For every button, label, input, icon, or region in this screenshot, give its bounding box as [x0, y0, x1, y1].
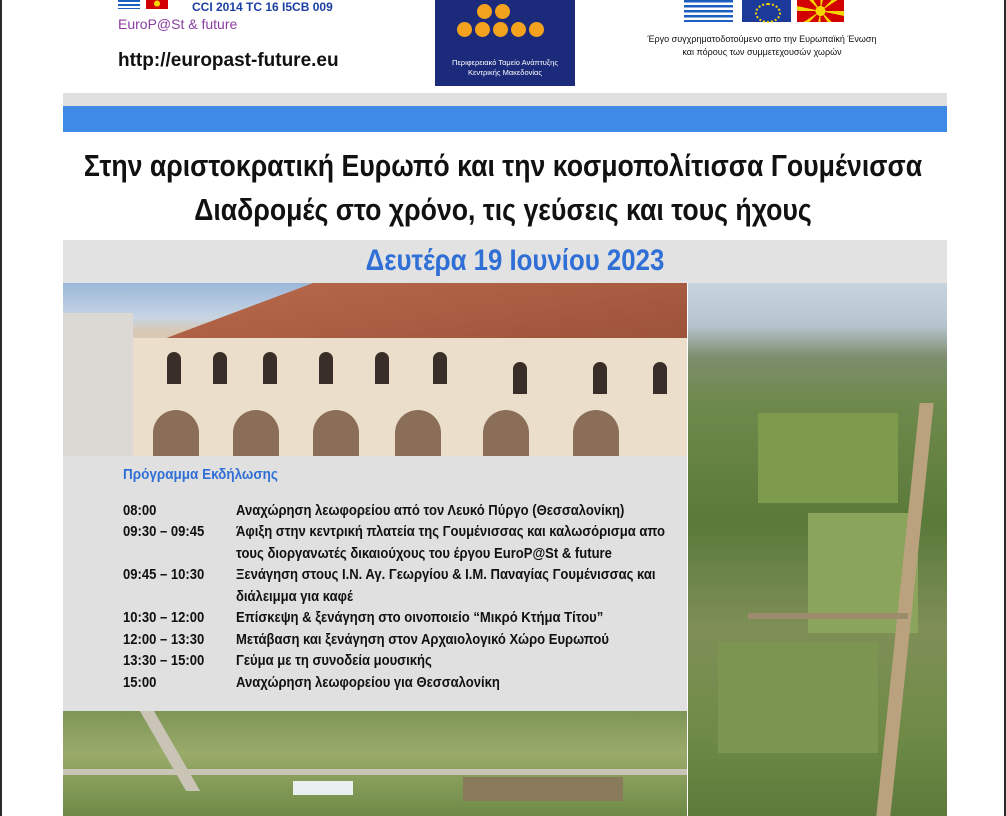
- program-time: 12:00 – 13:30: [123, 632, 205, 648]
- program-time: 10:30 – 12:00: [123, 610, 205, 626]
- church-photo: [63, 283, 687, 456]
- greece-flag-small: [118, 0, 140, 9]
- program-desc: Άφιξη στην κεντρική πλατεία της Γουμένισσας και καλωσόρισμα απο: [236, 524, 666, 540]
- event-title: Στην αριστοκρατική Ευρωπό και την κοσμοπολίτισσα Γουμένισσα: [83, 148, 923, 183]
- poster-page: [2, 0, 1004, 816]
- program-time: 09:45 – 10:30: [123, 567, 205, 583]
- program-desc: Μετάβαση και ξενάγηση στον Αρχαιολογικό Χώρο Ευρωπού: [236, 632, 609, 648]
- project-name: EuroP@St & future: [118, 16, 238, 32]
- greece-flag: [684, 0, 733, 22]
- logo-text: Περιφερειακό Ταμείο Ανάπτυξης Κεντρικής Μακεδονίας: [452, 58, 558, 77]
- program-desc-line2: διάλειμμα για καφέ: [236, 589, 353, 605]
- program-time: 13:30 – 15:00: [123, 653, 205, 669]
- program-time: 08:00: [123, 503, 157, 519]
- regional-fund-logo: [435, 0, 575, 86]
- header-gray-band: [63, 93, 947, 106]
- bottom-aerial-photo: [63, 711, 687, 816]
- north-macedonia-flag-small: [146, 0, 168, 9]
- program-desc: Ξενάγηση στους Ι.Ν. Αγ. Γεωργίου & Ι.Μ. Παναγίας Γουμένισσας και: [236, 567, 656, 583]
- program-desc: Επίσκεψη & ξενάγηση στο οινοποιείο “Μικρό Κτήμα Τίτου”: [236, 610, 604, 626]
- program-time: 09:30 – 09:45: [123, 524, 205, 540]
- event-subtitle: Διαδρομές στο χρόνο, τις γεύσεις και τους ήχους: [194, 192, 812, 227]
- program-desc: Γεύμα με τη συνοδεία μουσικής: [236, 653, 432, 669]
- archaeological-site-aerial-photo: [688, 283, 947, 816]
- cofunding-line-2: και πόρους των συμμετεχουσών χωρών: [682, 47, 842, 57]
- north-macedonia-flag: [797, 0, 844, 22]
- program-desc: Αναχώρηση λεωφορείου για Θεσσαλονίκη: [236, 675, 500, 691]
- cofunding-line-1: Έργο συγχρηματοδοτούμενο απο την Ευρωπαϊκή Ένωση: [647, 34, 877, 44]
- church-facade: [133, 338, 687, 456]
- program-box: [63, 456, 687, 711]
- program-heading: Πρόγραμμα Εκδήλωσης: [123, 466, 278, 483]
- program-time: 15:00: [123, 675, 157, 691]
- event-date: Δευτέρα 19 Ιουνίου 2023: [365, 244, 665, 277]
- program-desc: Αναχώρηση λεωφορείου από τον Λευκό Πύργο (Θεσσαλονίκη): [236, 503, 625, 519]
- side-house: [63, 313, 133, 456]
- eu-flag: [742, 0, 791, 22]
- church-roof: [153, 283, 687, 343]
- programme-code: CCI 2014 TC 16 I5CB 009: [192, 0, 333, 14]
- header-blue-band: [63, 106, 947, 132]
- cofunding-note: [642, 33, 882, 59]
- date-band: [63, 240, 947, 283]
- website-link[interactable]: http://europast-future.eu: [118, 50, 339, 71]
- program-desc-line2: τους διοργανωτές δικαιούχους του έργου EuroP@St & future: [236, 546, 612, 562]
